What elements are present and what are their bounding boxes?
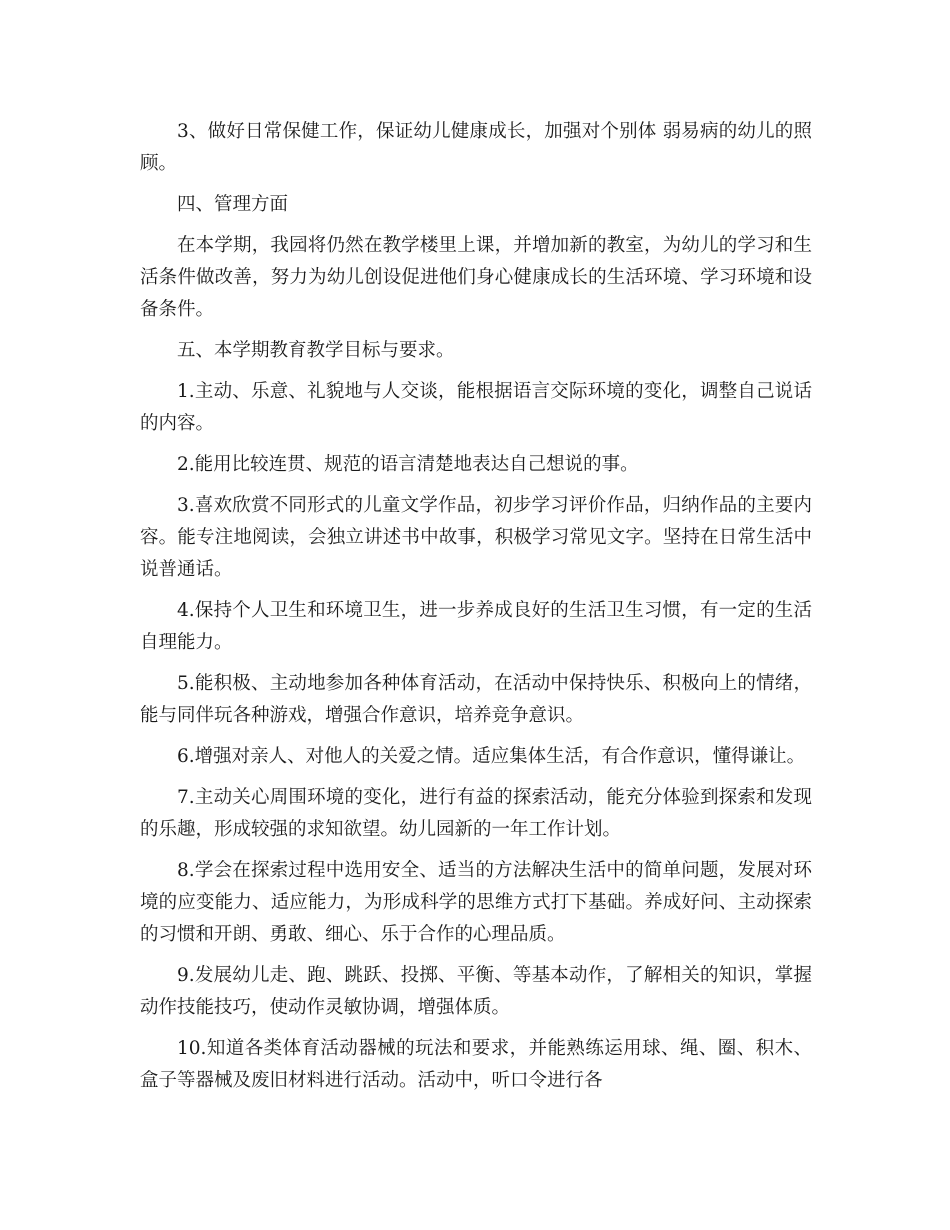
goal-item-5: 5.能积极、主动地参加各种体育活动，在活动中保持快乐、积极向上的情绪，能与同伴玩各种游戏，增强合作意识，培养竞争意识。 (140, 673, 812, 726)
goal-item-9: 9.发展幼儿走、跑、跳跃、投掷、平衡、等基本动作，了解相关的知识，掌握动作技能技巧，使动作灵敏协调，增强体质。 (140, 965, 812, 1018)
goal-item-4: 4.保持个人卫生和环境卫生，进一步养成良好的生活卫生习惯，有一定的生活自理能力。 (140, 600, 812, 653)
paragraph-management: 在本学期，我园将仍然在教学楼里上课，并增加新的教室，为幼儿的学习和生活条件做改善，努力为幼儿创设促进他们身心健康成长的生活环境、学习环境和设备条件。 (140, 235, 812, 320)
section-heading-goals: 五、本学期教育教学目标与要求。 (177, 340, 455, 361)
goal-item-10: 10.知道各类体育活动器械的玩法和要求，并能熟练运用球、绳、圈、积木、盒子等器械及废旧材料进行活动。活动中，听口令进行各 (140, 1038, 812, 1091)
goal-item-8: 8.学会在探索过程中选用安全、适当的方法解决生活中的简单问题，发展对环境的应变能力、适应能力，为形成科学的思维方式打下基础。养成好问、主动探索的习惯和开朗、勇敢、细心、乐于合作的心理品质。 (140, 860, 812, 945)
goal-item-2: 2.能用比较连贯、规范的语言清楚地表达自己想说的事。 (177, 454, 639, 475)
goal-item-7: 7.主动关心周围环境的变化，进行有益的探索活动，能充分体验到探索和发现的乐趣，形成较强的求知欲望。幼儿园新的一年工作计划。 (140, 787, 812, 840)
section-heading-management: 四、管理方面 (177, 194, 289, 215)
paragraph-health-care: 3、做好日常保健工作，保证幼儿健康成长，加强对个别体 弱易病的幼儿的照顾。 (140, 121, 812, 174)
goal-item-6: 6.增强对亲人、对他人的关爱之情。适应集体生活，有合作意识，懂得谦让。 (177, 746, 806, 767)
goal-item-3: 3.喜欢欣赏不同形式的儿童文学作品，初步学习评价作品，归纳作品的主要内容。能专注地阅读，会独立讲述书中故事，积极学习常见文字。坚持在日常生活中说普通话。 (140, 495, 812, 580)
goal-item-1: 1.主动、乐意、礼貌地与人交谈，能根据语言交际环境的变化，调整自己说话的内容。 (140, 381, 812, 434)
document-body (140, 116, 812, 1106)
